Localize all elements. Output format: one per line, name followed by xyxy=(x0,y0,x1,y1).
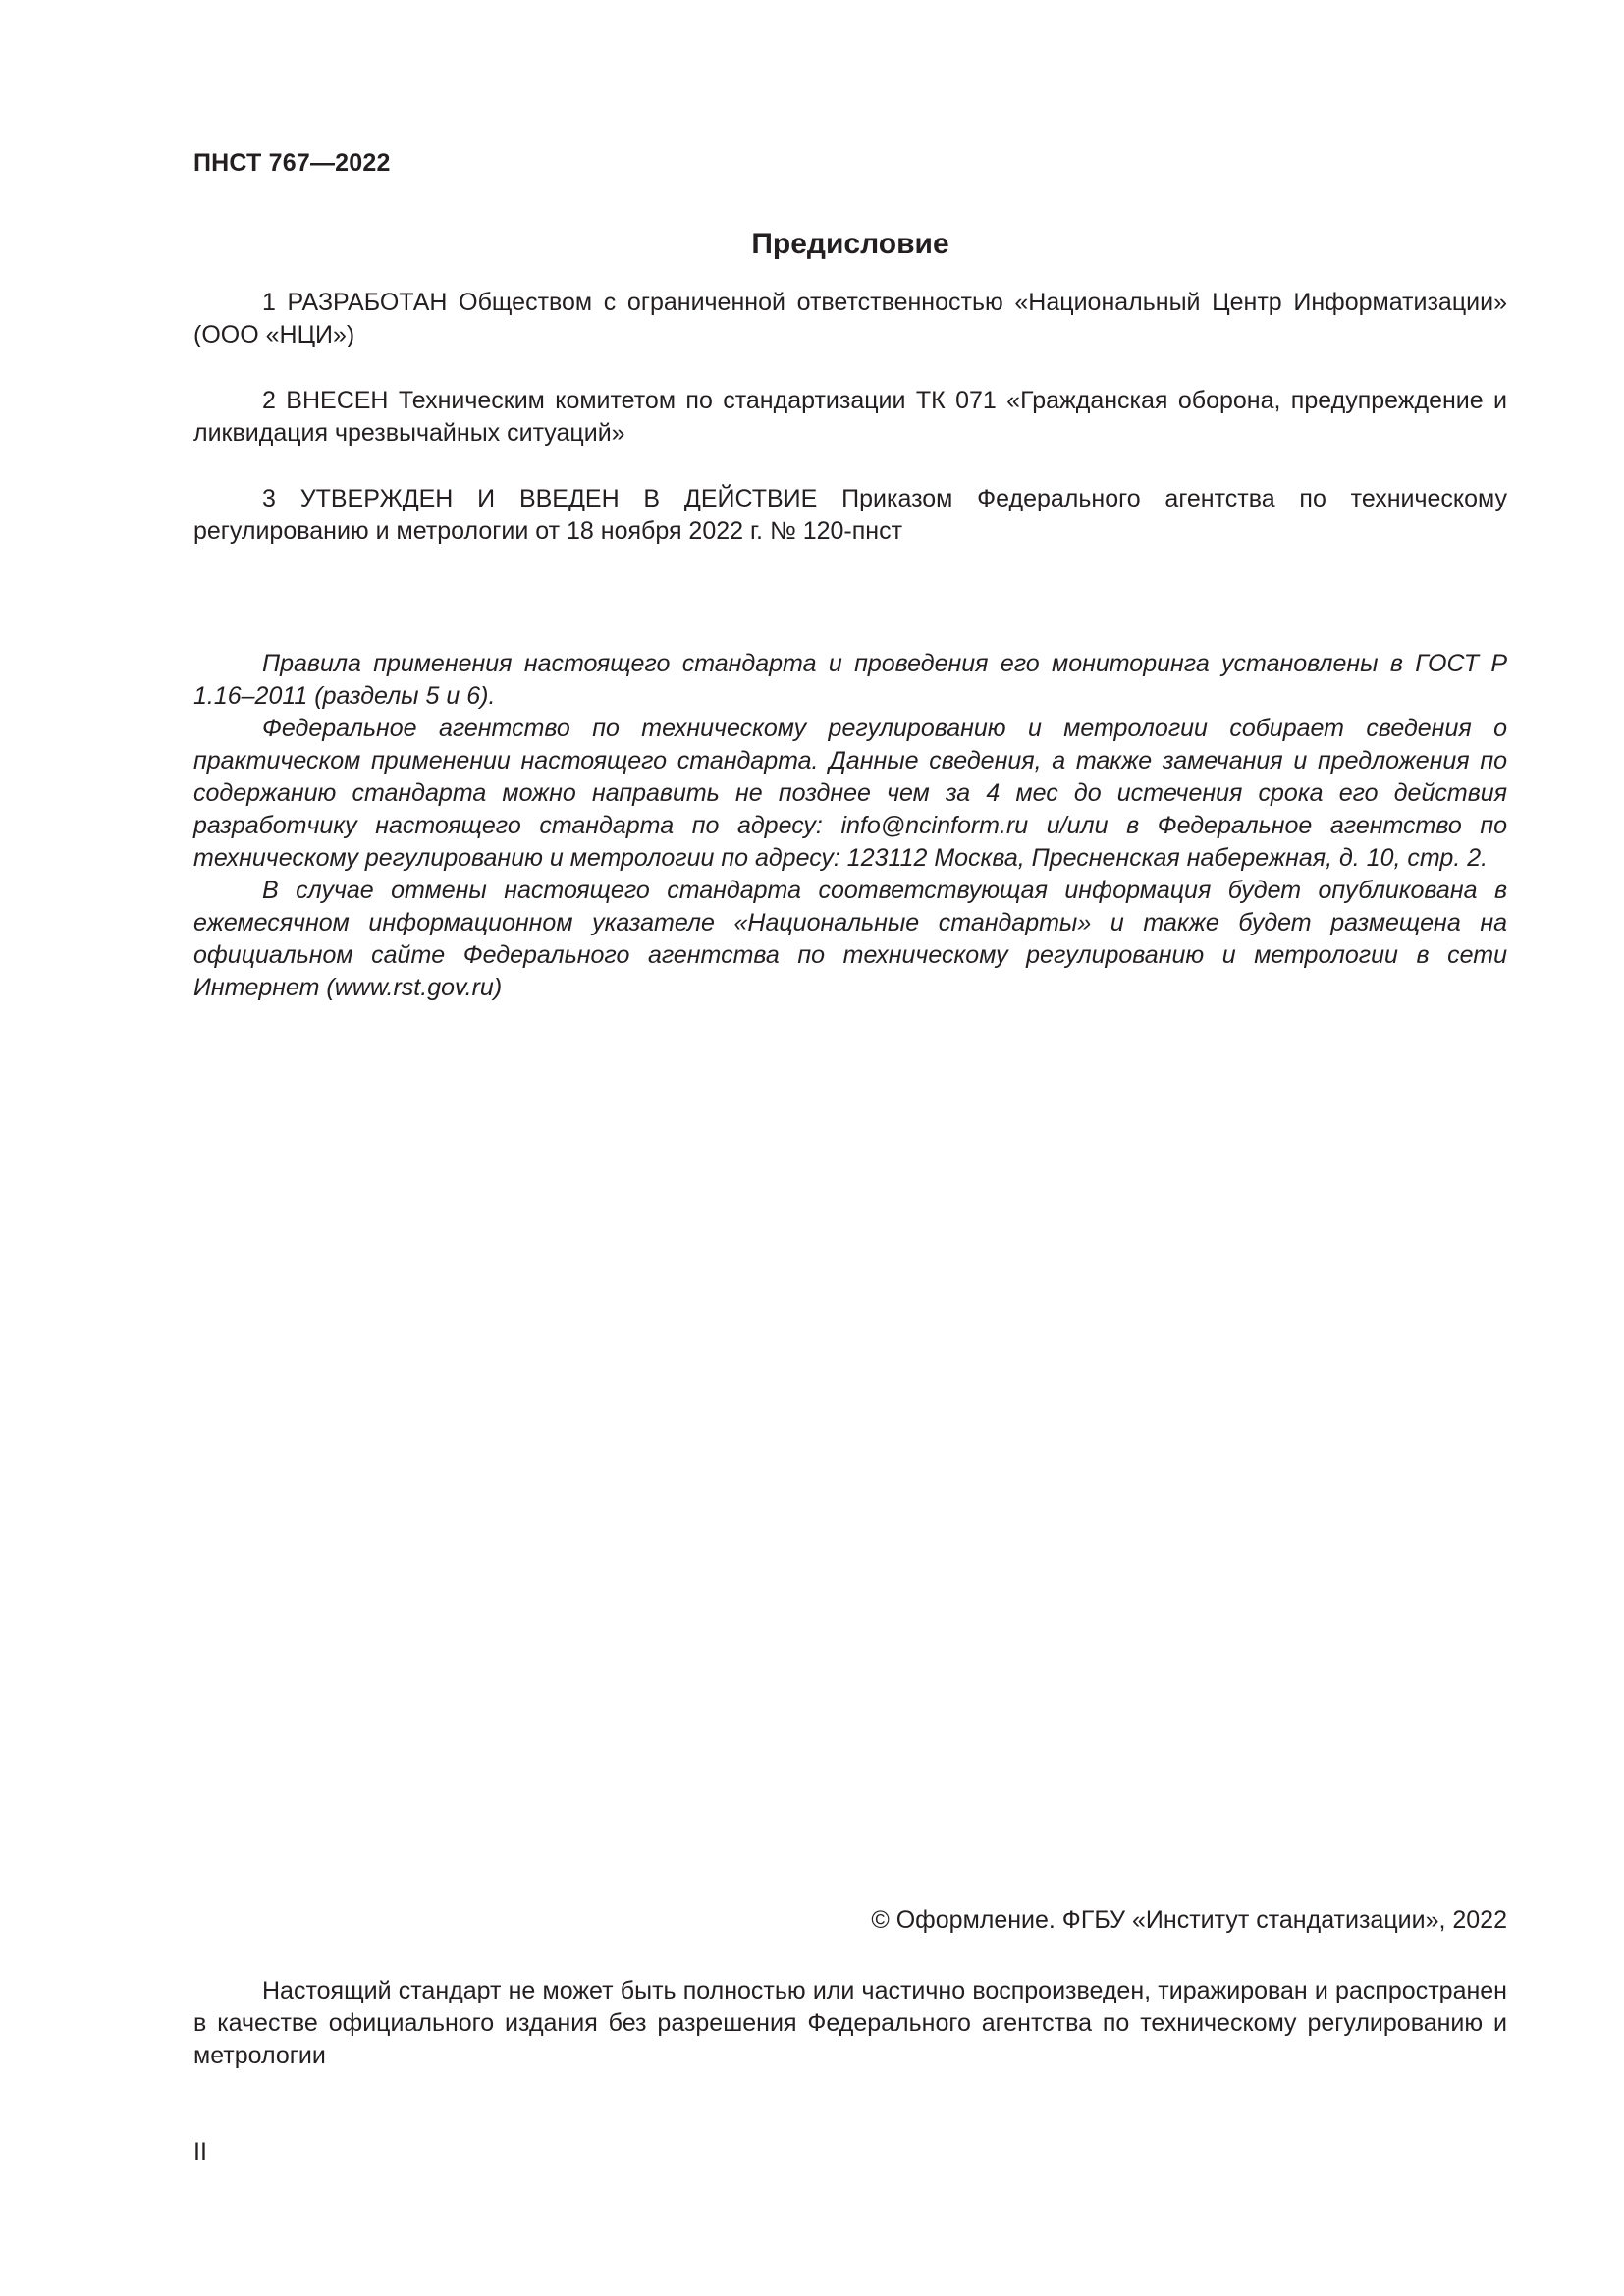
preface-item-3 xyxy=(193,483,1507,548)
legal-notice-text: Настоящий стандарт не может быть полностью или частично воспроизведен, тиражирован и распространен в качестве официального издания без разрешения Федерального агентства по техническому регулированию и метрологии xyxy=(193,1977,1507,2069)
notice-paragraph: Федеральное агентство по техническому регулированию и метрологии собирает сведения о практическом применении настоящего стандарта. Данные сведения, а также замечания и предложения по содержанию стандарта можно направить не позднее чем за 4 мес до истечения срока его действия разработчику настоящего стандарта по адресу: info@ncinform.ru и/или в Федеральное агентство по техническому регулированию и метрологии по адресу: 123112 Москва, Пресненская набережная, д. 10, стр. 2. xyxy=(193,715,1507,872)
preface-item-1 xyxy=(193,287,1507,351)
preface-item-2 xyxy=(193,385,1507,450)
notice-paragraph: В случае отмены настоящего стандарта соответствующая информация будет опубликована в ежемесячном информационном указателе «Национальные стандарты» и также будет размещена на официальном сайте Федерального агентства по техническому регулированию и метрологии в сети Интернет (www.rst.gov.ru) xyxy=(193,877,1507,1001)
preface-item-text: 3 УТВЕРЖДЕН И ВВЕДЕН В ДЕЙСТВИЕ Приказом Федерального агентства по техническому регулированию и метрологии от 18 ноября 2022 г. № 120-пнст xyxy=(193,485,1507,545)
preface-item-text: 1 РАЗРАБОТАН Обществом с ограниченной ответственностью «Национальный Центр Информатизации» (ООО «НЦИ») xyxy=(193,289,1507,348)
preface-item-text: 2 ВНЕСЕН Техническим комитетом по стандартизации ТК 071 «Гражданская оборона, предупреждение и ликвидация чрезвычайных ситуаций» xyxy=(193,387,1507,447)
page-title: Предисловие xyxy=(751,228,949,260)
document-code: ПНСТ 767—2022 xyxy=(193,149,391,177)
notice-paragraph: Правила применения настоящего стандарта и проведения его мониторинга установлены в ГОСТ Р 1.16–2011 (разделы 5 и 6). xyxy=(193,650,1507,710)
legal-notice xyxy=(193,1975,1507,2072)
copyright-line: © Оформление. ФГБУ «Институт стандатизации», 2022 xyxy=(871,1906,1507,1934)
page-number: II xyxy=(193,2138,207,2165)
notice-block xyxy=(193,648,1507,1004)
